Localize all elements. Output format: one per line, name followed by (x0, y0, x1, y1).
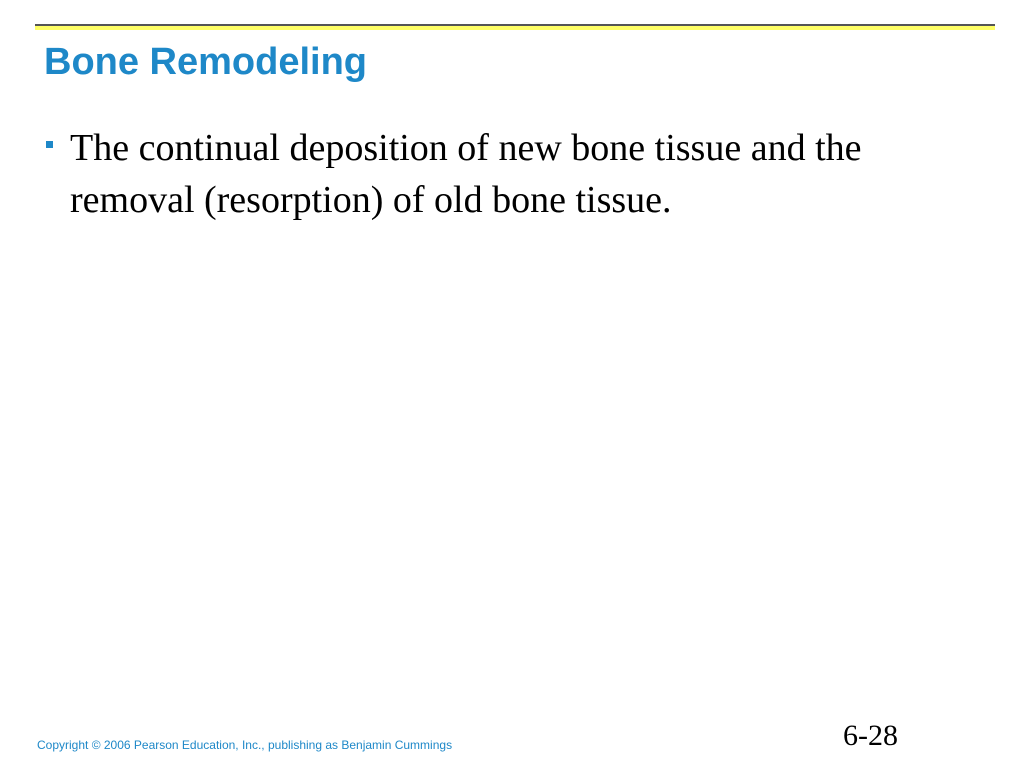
bullet-text: The continual deposition of new bone tissue and the removal (resorption) of old bone tissue. (70, 127, 862, 221)
bullet-item (44, 122, 924, 226)
square-bullet-icon (46, 141, 53, 148)
slide-number: 6-28 (843, 719, 898, 752)
bullet-list (44, 122, 924, 226)
top-accent-rule (35, 24, 995, 32)
footer-copyright: Copyright © 2006 Pearson Education, Inc., publishing as Benjamin Cummings (37, 738, 453, 752)
slide-title: Bone Remodeling (44, 41, 368, 83)
top-rule-dark (35, 24, 995, 26)
